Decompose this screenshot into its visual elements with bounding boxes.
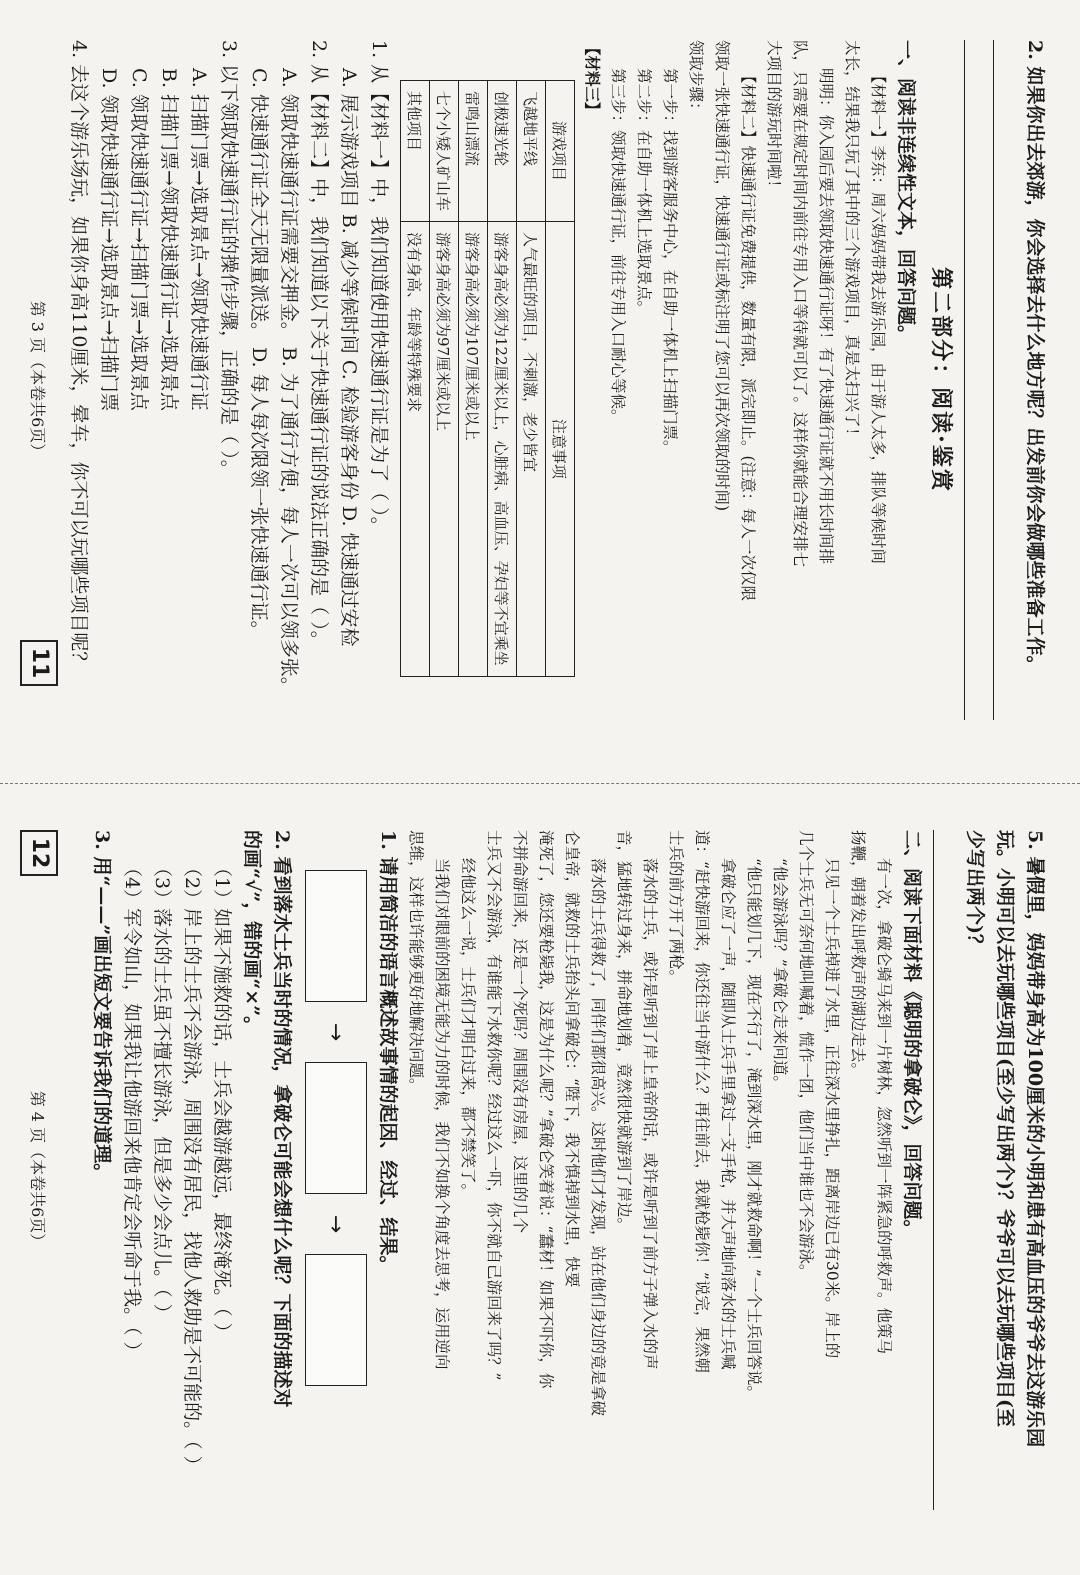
story-line: “他只能划几下，现在不行了，淹到深水里，刚才就救命啊！”一个士兵回答说。	[745, 858, 763, 1401]
answer-line	[964, 40, 987, 720]
story-line: 思维，这样也许能够更好地解决问题。	[407, 830, 425, 1094]
question-3-option: A. 扫描门票→选取景点→领取快速通行证	[188, 68, 210, 411]
question-2-item: （3）落水的士兵虽不擅长游泳，但是多少会点儿。（ ）	[151, 858, 173, 1323]
story-line: 淹死了，您还要枪毙我，这是为什么呢？”拿破仑笑着说：“蠢材！如果不吓你，你	[537, 830, 555, 1389]
question-1: 1. 从【材料一】中，我们知道使用快速通行证是为了（ ）。	[368, 40, 390, 536]
question-1: 1. 请用简洁的语言概述故事情的起因、经过、结果。	[377, 830, 399, 1275]
table-cell: 游客身高必须为97厘米或以上	[430, 222, 459, 677]
table-cell: 七个小矮人矿山车	[430, 81, 459, 222]
summary-flow	[305, 870, 367, 1510]
material2-steps-label: 领取步骤：	[687, 40, 705, 118]
question-3-option: C. 领取快速通行证→扫描门票→选取景点	[128, 68, 150, 411]
question-5: 玩。小明可以去玩哪些项目(至少写出两个)？爷爷可以去玩哪些项目(至	[994, 830, 1016, 1427]
table-cell: 游客身高必须为122厘米以上，心脏病、高血压、孕妇等不宜乘坐	[488, 222, 517, 677]
page-3	[0, 0, 1080, 760]
table-row	[430, 81, 459, 677]
table-cell: 飞越地平线	[517, 81, 546, 222]
material1-line: 队，只需要在规定时间内前往专用入口等待就可以了。这样你就能合理安排七	[791, 40, 809, 568]
table-row	[517, 81, 546, 677]
table-row	[488, 81, 517, 677]
story-line: 有一次，拿破仑骑马来到一片树林，忽然听到一阵紧急的呼救声。他策马	[875, 858, 893, 1355]
page-4	[0, 790, 1080, 1550]
question-5: 5. 暑假里，妈妈带身高为100厘米的小明和患有高血压的爷爷去这游乐园	[1024, 830, 1046, 1448]
question-2: 2. 看到落水士兵当时的情况，拿破仑可能会想什么呢？下面的描述对	[271, 830, 293, 1408]
page-number-box: 12	[20, 830, 58, 876]
table-cell: 没有身高、年龄等特殊要求	[401, 222, 430, 677]
story-line: 仑皇帝，就救的士兵抬头问拿破仑：“陛下，我不慎掉到水里，快要	[563, 830, 581, 1288]
table-row	[459, 81, 488, 677]
part1-heading: 一、阅读非连续性文本，回答问题。	[895, 40, 917, 345]
material3-label: 【材料三】	[583, 40, 602, 118]
table-header: 注意事项	[546, 222, 575, 677]
page-footer: 第 3 页（本卷共6页）	[28, 300, 47, 460]
story-line: 拿破仑应了一声，随即从士兵手里拿过一支手枪，并大声地向落水的士兵喊	[719, 858, 737, 1370]
table-row	[401, 81, 430, 677]
material2-step: 第一步：找到游客服务中心，在自助一体机上扫描门票。	[661, 68, 679, 456]
question-4: 4. 去这个游乐场玩，如果你身高110厘米，晕车，你不可以玩哪些项目呢？	[68, 40, 90, 671]
cause-box[interactable]	[305, 870, 367, 1002]
result-box[interactable]	[305, 1254, 367, 1386]
page-footer: 第 4 页（本卷共6页）	[28, 1090, 47, 1250]
question-3: 3. 以下领取快速通行证的操作步骤，正确的是（ ）。	[218, 40, 240, 479]
question-3-option: D. 领取快速通行证→选取景点→扫描门票	[98, 68, 120, 412]
story-line: 扬鞭，朝着发出呼救声的湖边走去。	[849, 830, 867, 1079]
section-title: 第二部分：阅读·鉴赏	[928, 267, 954, 493]
question-3-option: B. 扫描门票→领取快速通行证→选取景点	[158, 68, 180, 411]
material2-line: 【材料二】快速通行证免费提供，数量有限，派完即止。(注意：每人一次仅限	[739, 68, 757, 602]
question-2-item: （4）军令如山，如果我让他游回来他肯定会听命于我。（ ）	[121, 858, 143, 1361]
story-line: 士兵的前方开了两枪。	[667, 830, 685, 986]
story-line: 落水的士兵，或许是听到了岸上皇帝的话，或许是听到了前方子弹入水的声	[641, 858, 659, 1370]
story-line: 当我们对眼前的困境无能为力的时候，我们不如换个角度去思考，运用逆向	[433, 858, 451, 1370]
answer-line	[933, 830, 956, 1510]
material2-step: 第三步：领取快速通行证，前往专用入口耐心等候。	[609, 68, 627, 425]
part2-heading: 二、阅读下面材料《聪明的拿破仑》，回答问题。	[901, 830, 923, 1239]
question-2-prev: 2. 如果你出去郊游，你会选择去什么地方呢？出发前你会做哪些准备工作。	[1024, 40, 1046, 675]
question-5: 少写出两个)？	[964, 830, 986, 953]
story-line: 落水的士兵得救了，同伴们都很高兴。这时他们才发现，站在他们身边的竟是拿破	[589, 858, 607, 1417]
arrow-right-icon: →	[323, 1022, 349, 1042]
material1-line: 明明：你入园后要去领取快速通行证呀！有了快速通行证就不用长时间排	[817, 68, 835, 565]
story-line: 士兵又不会游泳，有谁能下水救你呢？经过这么一吓，你不就自己游回来了吗？”	[485, 830, 503, 1381]
story-line: 只见一个士兵掉进了水里，正往深水里挣扎，距离岸边已有30米。岸上的	[823, 858, 841, 1359]
table-cell: 游客身高必须为107厘米或以上	[459, 222, 488, 677]
process-box[interactable]	[305, 1062, 367, 1194]
story-line: 道：“赶快游回来，你还往当中游什么？再往前去，我就枪毙你！”说完，果然朝	[693, 830, 711, 1373]
question-2: 2. 从【材料二】中，我们知道以下关于快速通行证的说法正确的是（ ）。	[308, 40, 330, 650]
question-2-options: A. 领取快速通行证需要交押金。 B. 为了通行方便，每人一次可以领多张。	[278, 68, 300, 696]
material1-line: 【材料一】李东：周六妈妈带我去游乐园，由于游人太多，排队等候时间	[869, 68, 887, 565]
story-line: 经他这么一说，士兵们才明白过来，都不禁笑了。	[459, 858, 477, 1200]
story-line: 音，猛地转过身来，拼命地划着，竟然很快就游到了岸边。	[615, 830, 633, 1234]
story-line: 不拼命游回来，还是一个死吗？周围没有房屋，这里的几个	[511, 830, 529, 1234]
material2-step: 第二步：在自助一体机上选取景点。	[635, 68, 653, 317]
story-line: 几个士兵无可奈何地叫喊着，慌作一团，他们当中谁也不会游泳。	[797, 830, 815, 1280]
question-2-options: C. 快速通行证全天无限量派送。 D. 每人每次限领一张快速通行证。	[248, 68, 270, 640]
rides-table	[400, 80, 575, 677]
material1-line: 大项目的游玩时间啦！	[765, 40, 783, 196]
page-number-box: 11	[20, 640, 58, 686]
table-cell: 雷鸣山漂流	[459, 81, 488, 222]
arrow-right-icon: →	[323, 1214, 349, 1234]
material1-line: 太长，结果我只玩了其中的三个游戏项目，真是太扫兴了！	[843, 40, 861, 444]
table-cell: 其他项目	[401, 81, 430, 222]
question-3: 3. 用“——”画出短文要告诉我们的道理。	[91, 830, 113, 1183]
question-1-options: A. 展示游戏项目 B. 减少等候时间 C. 检验游客身份 D. 快速通过安检	[338, 68, 360, 647]
table-header: 游戏项目	[546, 81, 575, 222]
question-2-item: （1）如果不施救的话，士兵会越游越远，最终淹死。（ ）	[211, 858, 233, 1342]
table-cell: 创极速光轮	[488, 81, 517, 222]
question-2: 的画“√”，错的画“×”。	[241, 830, 263, 1036]
question-2-item: （2）岸上的士兵不会游泳，周围没有居民，找他人救助是不可能的。（ ）	[181, 858, 203, 1475]
fold-divider	[0, 783, 1080, 784]
table-header-row	[546, 81, 575, 677]
table-cell: 人气最旺的项目，不刺激，老少皆宜	[517, 222, 546, 677]
answer-line	[993, 40, 1016, 720]
material2-line: 领取一张快速通行证，快速通行证或标注明了您可以再次领取的时间)	[713, 40, 731, 512]
story-line: “他会游泳吗？”拿破仑走来问道。	[771, 858, 789, 1091]
